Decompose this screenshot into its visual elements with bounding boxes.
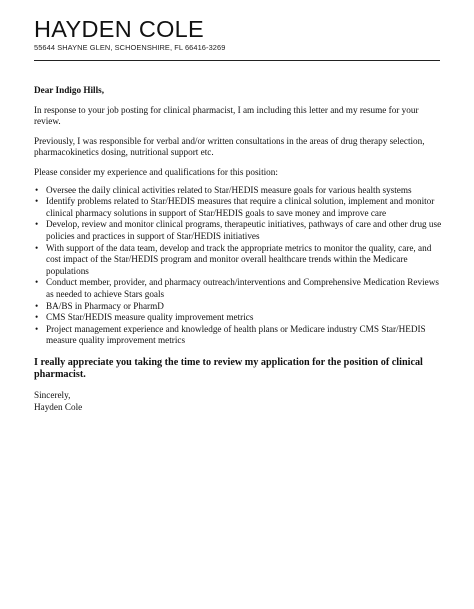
list-item-text: Conduct member, provider, and pharmacy outreach/interventions and Comprehensive Medication Reviews as needed to achieve Stars goals — [46, 277, 439, 299]
bullet-icon: • — [35, 196, 39, 207]
bullet-icon: • — [35, 184, 39, 195]
header-divider — [34, 60, 440, 61]
intro-paragraph: In response to your job posting for clinical pharmacist, I am including this letter and my resume for your review. — [34, 104, 419, 127]
experience-paragraph: Previously, I was responsible for verbal and/or written consultations in the areas of drug therapy selection, pharmacokinetics dosing, nutritional support etc. — [34, 135, 425, 158]
qualifications-list — [34, 185, 444, 347]
signature-name: Hayden Cole — [34, 401, 83, 412]
salutation: Dear Indigo Hills, — [34, 85, 105, 95]
bullet-icon: • — [35, 312, 39, 323]
applicant-address: 55644 SHAYNE GLEN, SCHOENSHIRE, FL 66416-3269 — [34, 43, 226, 52]
list-item-text: BA/BS in Pharmacy or PharmD — [46, 300, 164, 311]
applicant-name: HAYDEN COLE — [34, 16, 205, 42]
valediction: Sincerely, — [34, 390, 71, 401]
bullet-icon: • — [35, 323, 39, 334]
bullet-icon: • — [35, 219, 39, 230]
list-item-text: Project management experience and knowledge of health plans or Medicare industry CMS Star/HEDIS measure quality improvement metrics — [46, 323, 426, 346]
list-item — [34, 196, 444, 219]
list-item — [34, 185, 444, 197]
list-item — [34, 277, 444, 300]
list-item-text: Oversee the daily clinical activities related to Star/HEDIS measure goals for various health systems — [46, 184, 412, 195]
list-item — [34, 312, 444, 324]
qualifications-lead-in: Please consider my experience and qualifications for this position: — [34, 166, 278, 177]
bullet-icon: • — [35, 300, 39, 311]
list-item — [34, 219, 444, 242]
closing-statement: I really appreciate you taking the time to review my application for the position of clinical pharmacist. — [34, 356, 423, 381]
list-item — [34, 301, 444, 313]
list-item-text: Identify problems related to Star/HEDIS measures that require a clinical solution, implement and monitor clinical pharmacy solutions in support of Star/HEDIS goals to save money and improve care — [46, 196, 435, 218]
list-item — [34, 324, 444, 347]
bullet-icon: • — [35, 242, 39, 253]
letter-body — [34, 85, 444, 413]
list-item-text: Develop, review and monitor clinical programs, therapeutic initiatives, pathways of care and other drug use policies and practices in support of Star/HEDIS initiatives — [46, 219, 442, 241]
list-item-text: CMS Star/HEDIS measure quality improvement metrics — [46, 312, 254, 323]
bullet-icon: • — [35, 277, 39, 288]
list-item-text: With support of the data team, develop and track the appropriate metrics to monitor the quality, care, and cost impact of the Star/HEDIS program and monitor overall healthcare trends within the Medicare populations — [46, 242, 432, 276]
list-item — [34, 243, 444, 278]
